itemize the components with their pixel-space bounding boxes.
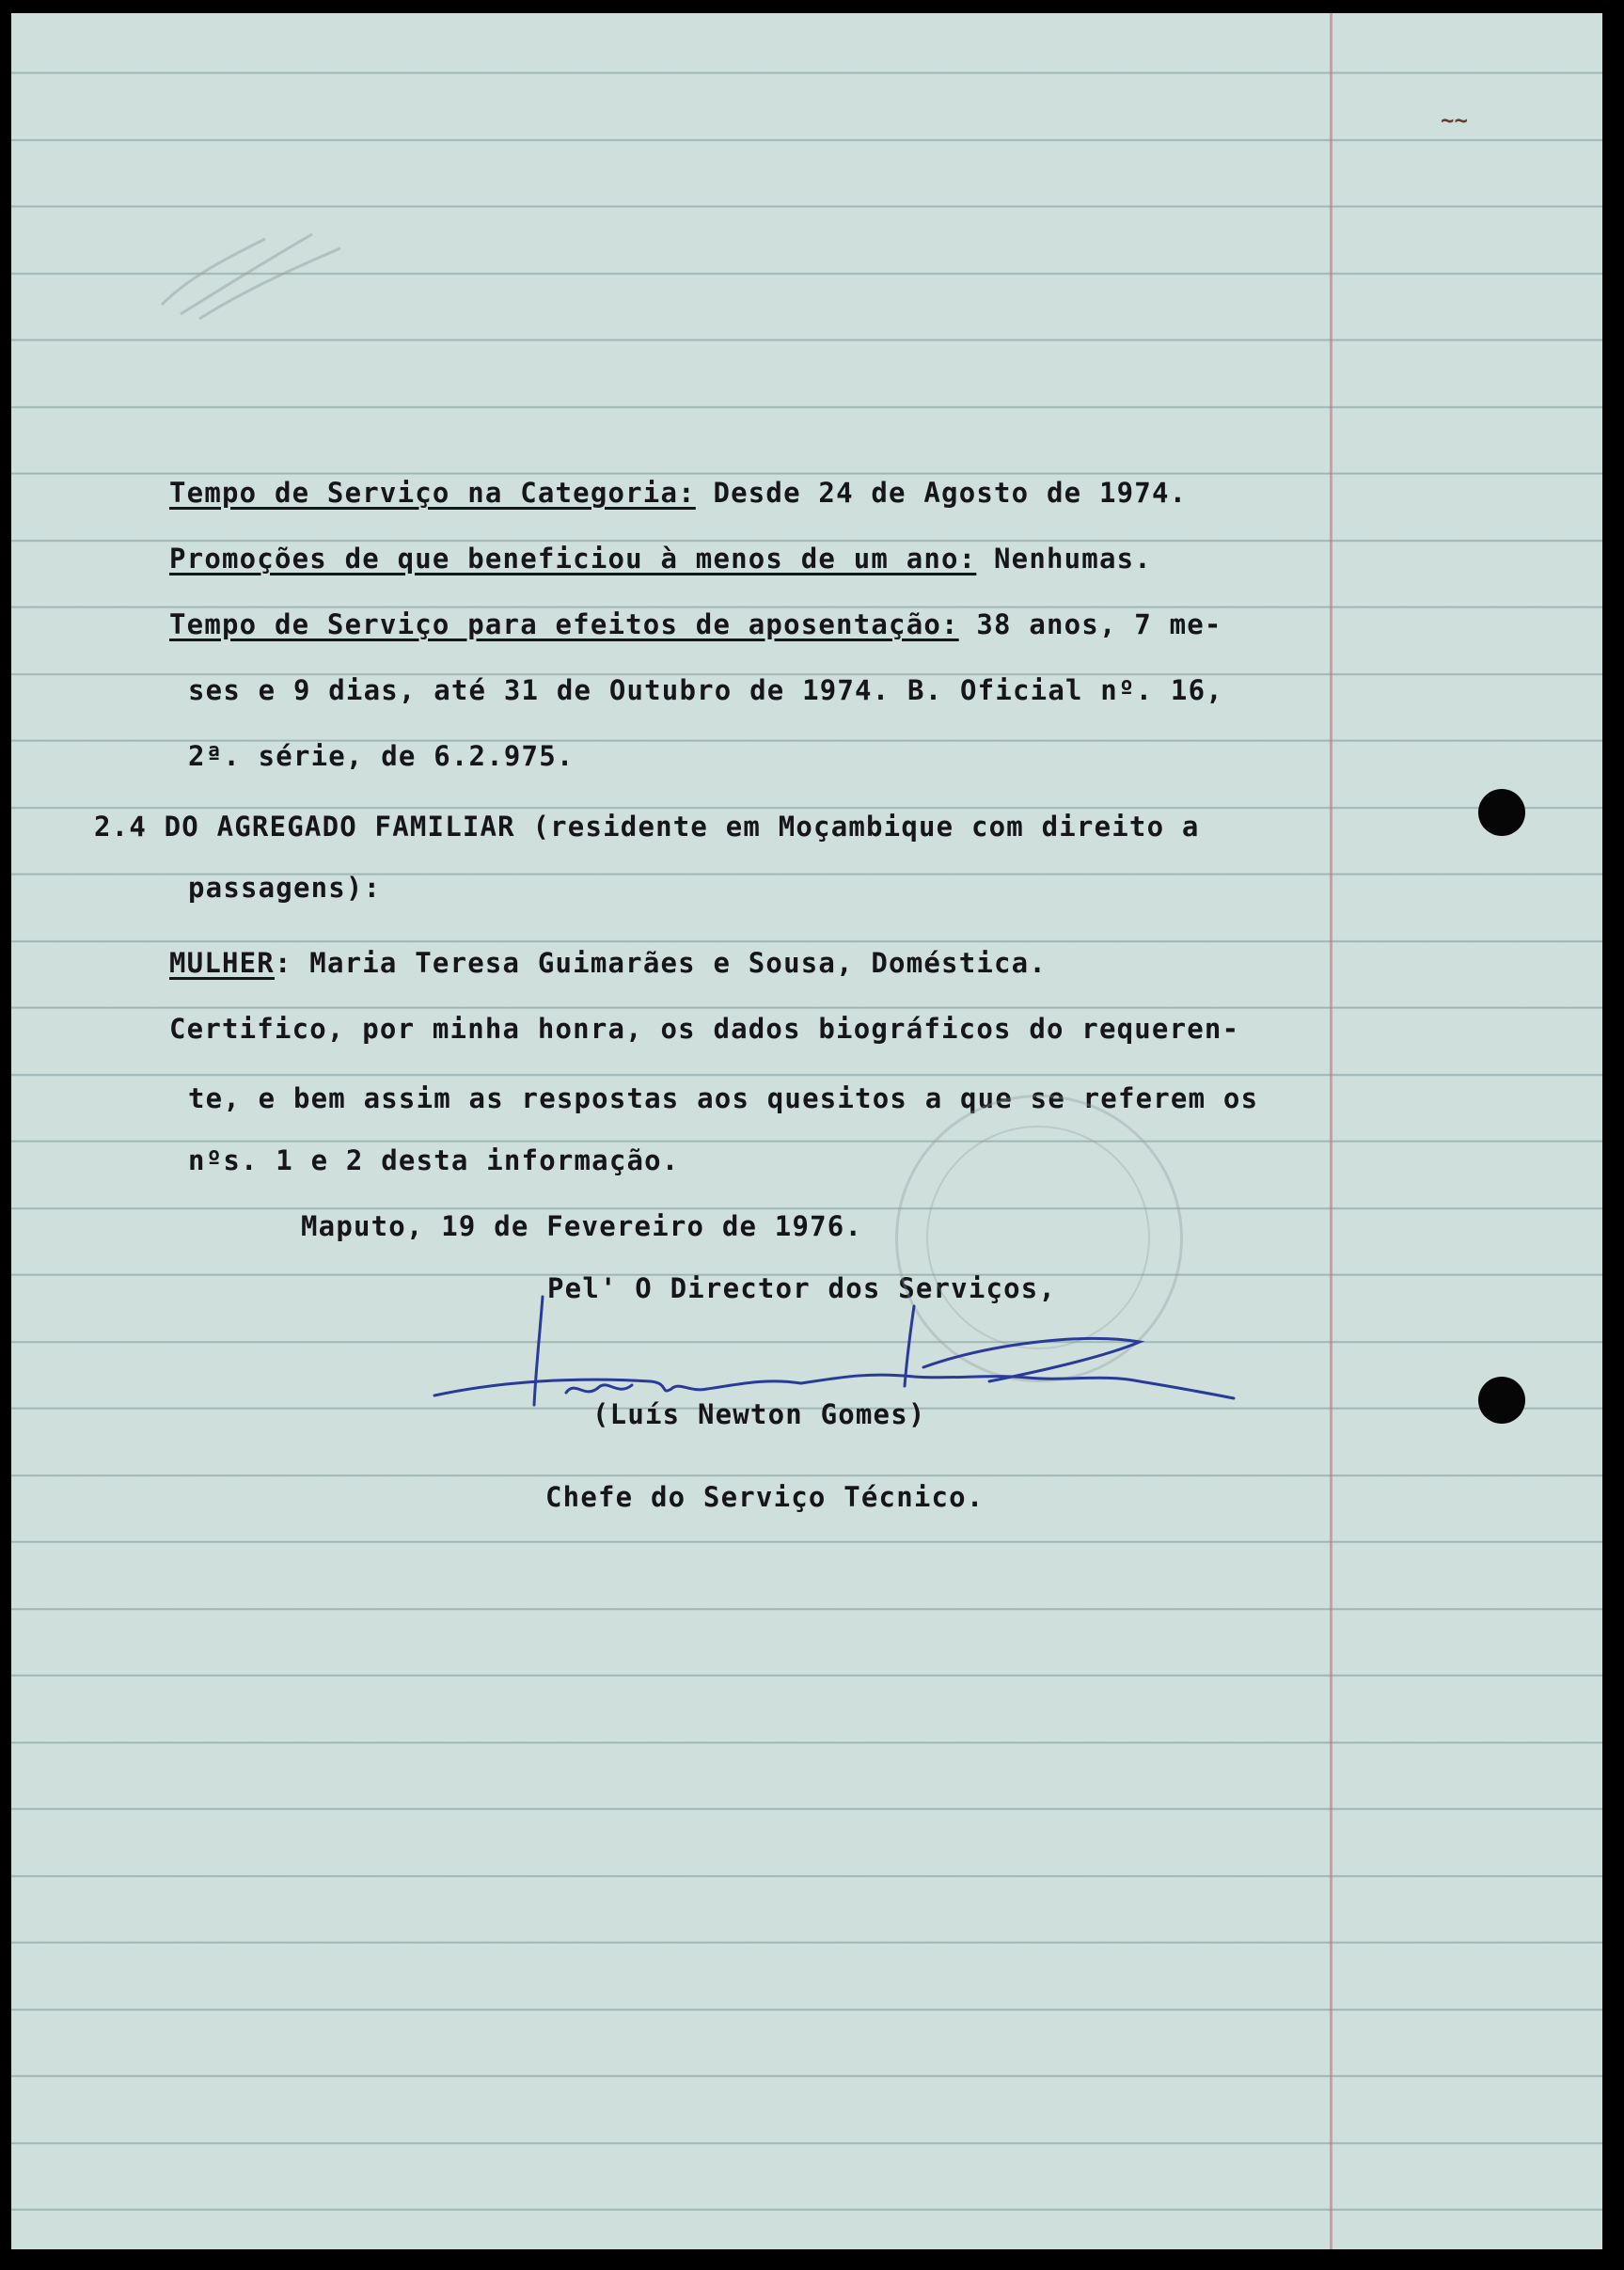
spouse-label: MULHER: [169, 947, 275, 979]
service-time-category-label: Tempo de Serviço na Categoria:: [169, 477, 696, 509]
family-section-heading: 2.4 DO AGREGADO FAMILIAR (residente em Moçambique com direito a: [94, 811, 1200, 843]
punch-hole-top: [1478, 789, 1525, 836]
spouse-value: : Maria Teresa Guimarães e Sousa, Doméstica.: [274, 947, 1047, 979]
signatory-title: Pel' O Director dos Serviços,: [547, 1272, 1057, 1304]
spouse-line: [169, 944, 1047, 982]
service-time-category: [169, 474, 1187, 512]
promotions-value: Nenhumas.: [976, 543, 1152, 575]
promotions-label: Promoções de que beneficiou à menos de um ano:: [169, 543, 977, 575]
punch-hole-bottom: [1478, 1377, 1525, 1424]
text-line-5: 2ª. série, de 6.2.975.: [188, 740, 575, 772]
margin-scribble: [152, 201, 359, 333]
text-line-4: ses e 9 dias, até 31 de Outubro de 1974. B. Oficial nº. 16,: [188, 674, 1223, 706]
document-page: [11, 13, 1602, 2249]
promotions-line: [169, 540, 1152, 577]
service-time-category-value: Desde 24 de Agosto de 1974.: [695, 477, 1188, 509]
signatory-role: Chefe do Serviço Técnico.: [545, 1481, 985, 1513]
signatory-name: (Luís Newton Gomes): [592, 1398, 926, 1430]
certification-line-3: nºs. 1 e 2 desta informação.: [188, 1144, 680, 1176]
certification-line-2: te, e bem assim as respostas aos quesitos a que se referem os: [188, 1082, 1259, 1114]
retirement-service-time: [169, 606, 1222, 643]
certification-line-1: Certifico, por minha honra, os dados biográficos do requeren-: [169, 1013, 1240, 1045]
retirement-service-value: 38 anos, 7 me-: [958, 608, 1222, 640]
page-mark: ~~: [1441, 107, 1468, 134]
text-line-7: passagens):: [188, 872, 382, 904]
place-date: Maputo, 19 de Fevereiro de 1976.: [301, 1210, 863, 1242]
retirement-service-label: Tempo de Serviço para efeitos de aposentação:: [169, 608, 959, 640]
